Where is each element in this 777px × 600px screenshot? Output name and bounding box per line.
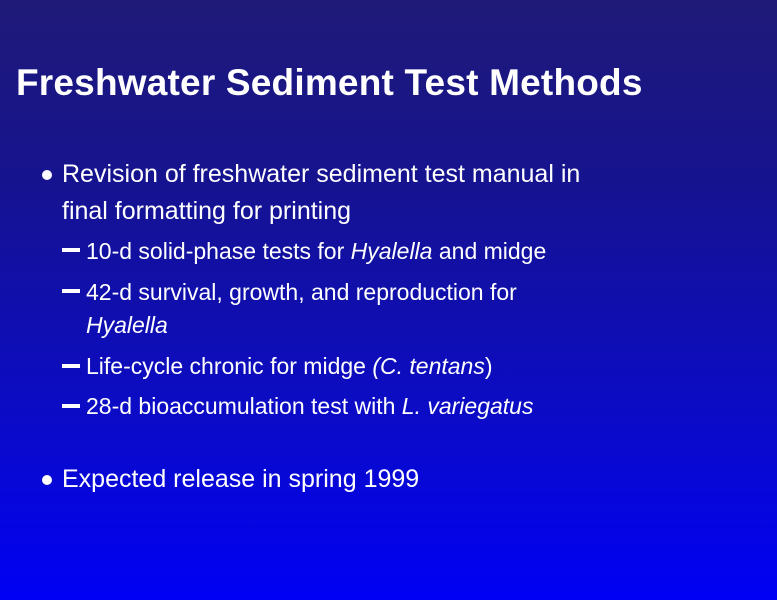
sub-bullet-4	[86, 390, 533, 423]
sub-bullet-3-tail: )	[484, 353, 493, 379]
bullet-dot	[42, 170, 52, 180]
sub-bullet-2-text: 42-d survival, growth, and reproduction for	[86, 279, 517, 305]
bullet-1-line-1: Revision of freshwater sediment test manual in	[62, 160, 581, 188]
sub-bullet-3	[86, 350, 493, 383]
bullet-dot	[42, 475, 52, 485]
dash-icon	[62, 364, 80, 368]
sub-bullet-4-text: 28-d bioaccumulation test with	[86, 393, 402, 419]
dash-icon	[62, 289, 80, 293]
bullet-2-line-1: Expected release in spring 1999	[62, 465, 420, 493]
sub-bullet-3-text: Life-cycle chronic for midge	[86, 353, 373, 379]
sub-bullet-2	[86, 276, 517, 309]
sub-bullet-1-italic: Hyalella	[350, 238, 433, 264]
sub-bullet-4-italic: L. variegatus	[401, 393, 534, 419]
slide-title: Freshwater Sediment Test Methods	[16, 62, 643, 103]
dash-icon	[62, 404, 80, 408]
sub-bullet-1-text: 10-d solid-phase tests for	[86, 238, 351, 264]
dash-icon	[62, 248, 80, 252]
sub-bullet-2-italic: Hyalella	[86, 312, 168, 338]
bullet-1-line-2: final formatting for printing	[62, 197, 352, 225]
sub-bullet-1-tail: and midge	[432, 238, 547, 264]
sub-bullet-1	[86, 235, 546, 268]
sub-bullet-3-italic: (C. tentans	[372, 353, 485, 379]
